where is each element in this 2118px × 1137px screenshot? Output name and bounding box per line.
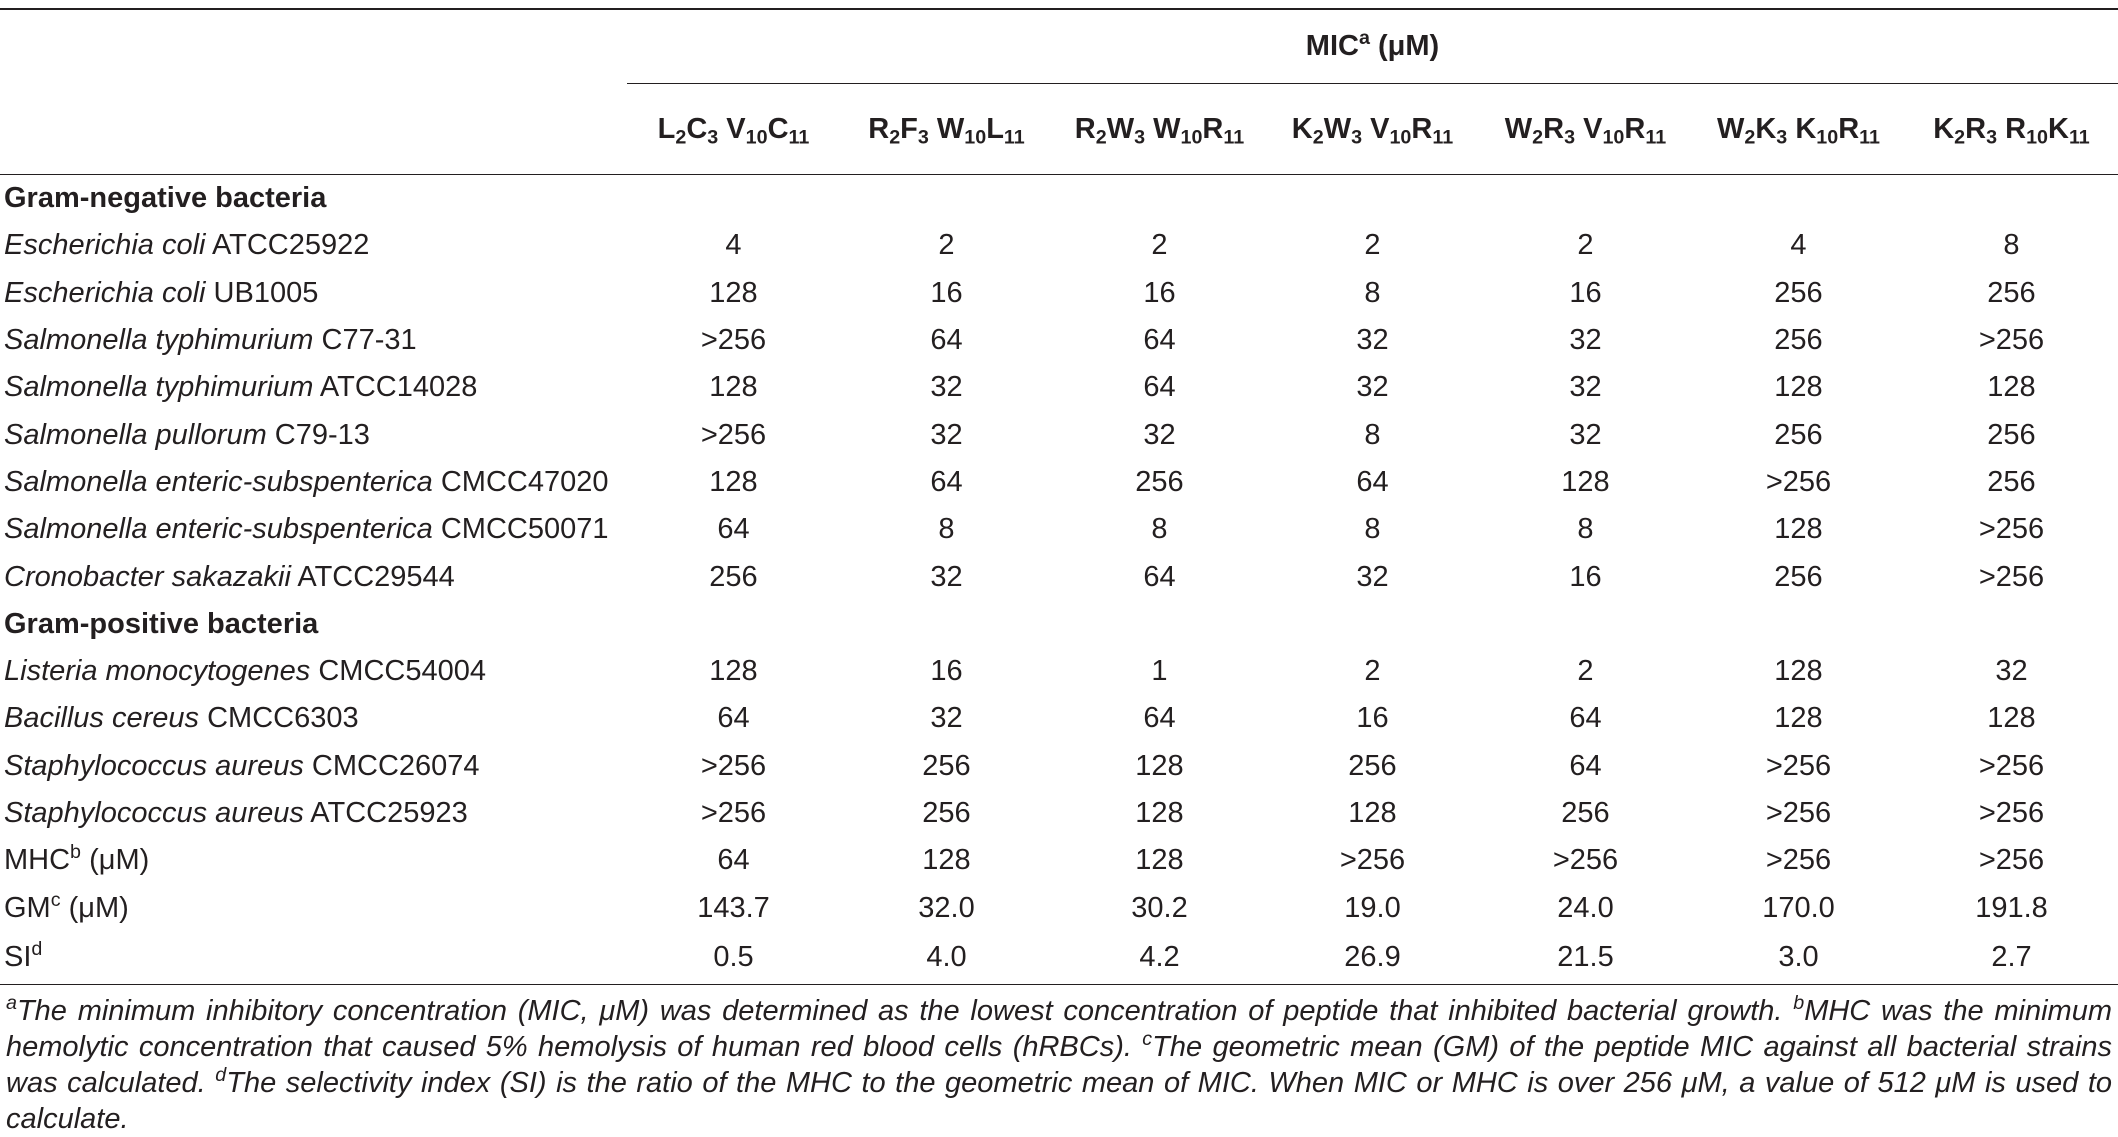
strain-id: C77-31 [313, 324, 417, 357]
mic-value: 8 [1364, 276, 1381, 309]
residue-position: 10 [1602, 126, 1625, 149]
mic-value: 64 [1143, 371, 1176, 404]
footnote-marker: a [6, 992, 17, 1015]
mic-group-header: MIC$^a$ (μM) [627, 10, 2118, 84]
summary-value: 32.0 [918, 891, 975, 924]
peptide-residue: L [986, 112, 1004, 145]
column-header-peptide [1053, 84, 1266, 175]
residue-position: 3 [1986, 126, 1998, 149]
table-row [0, 364, 2118, 411]
peptide-residue: R [1624, 112, 1646, 145]
residue-position: 2 [1312, 126, 1324, 149]
strain-id: ATCC29544 [290, 560, 455, 593]
peptide-residue: V [1575, 112, 1603, 145]
mic-value: 64 [1143, 560, 1176, 593]
species-name: Salmonella pullorum [4, 418, 267, 451]
footnote-marker: d [215, 1064, 227, 1087]
peptide-residue: W [1106, 112, 1135, 145]
mic-value: 128 [1774, 702, 1823, 735]
mic-value: 16 [1569, 560, 1602, 593]
strain-label [0, 364, 627, 411]
mic-value: 8 [1577, 513, 1594, 546]
peptide-residue: W [928, 112, 965, 145]
mic-value: 256 [1774, 324, 1823, 357]
footnote-marker: c [50, 888, 61, 911]
footnote-marker: b [70, 841, 82, 864]
mic-value: 128 [1987, 702, 2036, 735]
residue-position: 2 [889, 126, 901, 149]
table-footnote [6, 993, 2112, 1137]
mic-value: 64 [1356, 465, 1389, 498]
residue-position: 3 [1351, 126, 1363, 149]
mic-value: 128 [1774, 371, 1823, 404]
residue-position: 2 [1954, 126, 1966, 149]
residue-position: 10 [1389, 126, 1412, 149]
mic-value: >256 [1978, 797, 2045, 829]
mic-value: >256 [1765, 749, 1832, 782]
strain-id: CMCC47020 [432, 465, 609, 498]
summary-label [0, 932, 627, 985]
footnote-text: MHC was the minimum hemolytic concentration that caused 5% hemolysis of human red blood cells (hRBCs). [6, 995, 2112, 1063]
column-header-peptide [627, 84, 840, 175]
residue-position: 3 [1564, 126, 1576, 149]
mic-value: >256 [1978, 560, 2045, 593]
species-name: Staphylococcus aureus [4, 749, 304, 782]
mic-value: >256 [700, 418, 767, 451]
peptide-residue: R [1838, 112, 1860, 145]
corner-cell [0, 10, 627, 84]
mic-value: >256 [700, 749, 767, 782]
peptide-residue: R [1202, 112, 1224, 145]
strain-label [0, 506, 627, 553]
mic-value: 8 [1151, 513, 1168, 546]
strain-label [0, 459, 627, 506]
mic-value: 16 [1143, 276, 1176, 309]
mic-value: 64 [930, 324, 963, 357]
summary-value: 26.9 [1266, 932, 1479, 985]
mic-value: 256 [1774, 418, 1823, 451]
summary-value: 21.5 [1479, 932, 1692, 985]
mic-value: 256 [922, 749, 971, 782]
strain-id: CMCC6303 [199, 702, 359, 735]
peptide-residue: K [2047, 112, 2069, 145]
mic-value: 128 [709, 276, 758, 309]
mic-value: >256 [1978, 513, 2045, 546]
mic-value: 32 [1143, 418, 1176, 451]
footnote-marker: b [1793, 992, 1805, 1015]
strain-id: UB1005 [205, 276, 319, 309]
peptide-residue: L [657, 112, 676, 145]
residue-position: 11 [1223, 126, 1245, 149]
group-row [0, 601, 2118, 648]
residue-position: 3 [1776, 126, 1788, 149]
table-row [0, 222, 2118, 269]
residue-position: 3 [707, 126, 719, 149]
species-name: Salmonella typhimurium [4, 324, 314, 357]
mic-value: 256 [1348, 749, 1397, 782]
footnote-text: The minimum inhibitory concentration (MIC, μM) was determined as the lowest concentration of peptide that inhibited bacterial growth. [16, 995, 1794, 1027]
summary-row [0, 837, 2118, 884]
table-row [0, 695, 2118, 742]
species-name: Salmonella enteric-subspenterica [4, 513, 433, 546]
species-name: Escherichia coli [4, 229, 206, 262]
mic-value: 64 [1569, 702, 1602, 735]
mic-value: 128 [1987, 371, 2036, 404]
mic-value: 128 [709, 655, 758, 688]
group-title: Gram-negative bacteria [4, 182, 327, 215]
strain-id: CMCC26074 [303, 749, 480, 782]
mic-value: 1 [1151, 655, 1168, 688]
mic-value: 8 [1364, 418, 1381, 451]
residue-position: 3 [1134, 126, 1146, 149]
summary-value: 128 [1135, 844, 1184, 877]
residue-position: 3 [917, 126, 929, 149]
peptide-residue: K [1787, 112, 1817, 145]
row-label-header [0, 84, 627, 175]
mic-value: 128 [1561, 465, 1610, 498]
mic-value: 64 [717, 513, 750, 546]
mic-value: 8 [938, 513, 955, 546]
summary-value: >256 [1765, 844, 1832, 877]
mic-value: 256 [1135, 465, 1184, 498]
summary-unit: (μM) [81, 844, 150, 877]
residue-position: 11 [2068, 126, 2090, 149]
summary-value: 191.8 [1975, 891, 2048, 924]
strain-label [0, 648, 627, 695]
species-name: Salmonella enteric-subspenterica [4, 465, 433, 498]
peptide-residue: F [900, 112, 918, 145]
summary-row [0, 932, 2118, 985]
column-header-peptide [1905, 84, 2118, 175]
mic-value: 2 [1577, 655, 1594, 688]
peptide-residue: R [1965, 112, 1987, 145]
summary-name: GM [4, 891, 51, 924]
strain-id: ATCC14028 [313, 371, 478, 404]
strain-id: C79-13 [266, 418, 370, 451]
mic-value: >256 [700, 324, 767, 357]
group-row [0, 175, 2118, 223]
mic-value: 32 [1356, 324, 1389, 357]
species-name: Cronobacter sakazakii [4, 560, 291, 593]
summary-name: MHC [4, 844, 71, 877]
summary-label [0, 837, 627, 884]
residue-position: 11 [1645, 126, 1667, 149]
mic-value: 256 [1987, 418, 2036, 451]
mic-value: 64 [1143, 324, 1176, 357]
mic-value: >256 [1978, 324, 2045, 357]
mic-value: 32 [1356, 371, 1389, 404]
residue-position: 10 [964, 126, 987, 149]
peptide-residue: K [1291, 112, 1313, 145]
mic-value: >256 [1978, 749, 2045, 782]
summary-value: 24.0 [1557, 891, 1614, 924]
column-header-peptide [1479, 84, 1692, 175]
table-row [0, 270, 2118, 317]
footnote-text: The selectivity index (SI) is the ratio of the MHC to the geometric mean of MIC. When MIC or MHC is over 256 μM, a value of 512 μM is used to calculate. [6, 1067, 2113, 1135]
mic-value: 64 [930, 465, 963, 498]
mic-value: 32 [930, 371, 963, 404]
table-row [0, 317, 2118, 364]
table-row [0, 506, 2118, 553]
table-row [0, 648, 2118, 695]
summary-value: 0.5 [627, 932, 840, 985]
table-row [0, 411, 2118, 458]
peptide-residue: R [1074, 112, 1096, 145]
table-row [0, 790, 2118, 837]
mic-value: 256 [1987, 465, 2036, 498]
mic-value: 256 [922, 797, 971, 829]
strain-id: CMCC54004 [310, 655, 486, 688]
strain-label [0, 695, 627, 742]
species-name: Escherichia coli [4, 276, 206, 309]
mic-value: 128 [1348, 797, 1397, 829]
mic-value: 32 [1569, 371, 1602, 404]
peptide-residue: C [686, 112, 708, 145]
footnote-marker: c [1142, 1028, 1153, 1051]
mic-value: >256 [700, 797, 767, 829]
species-name: Listeria monocytogenes [4, 655, 311, 688]
footnote-text: The geometric mean (GM) of the peptide MIC against all bacterial strains was calculated. [6, 1031, 2113, 1099]
mic-value: 32 [930, 560, 963, 593]
mic-value: 16 [1569, 276, 1602, 309]
species-name: Bacillus cereus [4, 702, 200, 735]
mic-value: 256 [1987, 276, 2036, 309]
mic-value: 32 [930, 702, 963, 735]
summary-value: 30.2 [1131, 891, 1188, 924]
residue-position: 10 [745, 126, 768, 149]
peptide-residue: V [1362, 112, 1390, 145]
summary-row [0, 884, 2118, 931]
summary-unit: (μM) [60, 891, 129, 924]
mic-value: 128 [1774, 655, 1823, 688]
species-name: Salmonella typhimurium [4, 371, 314, 404]
mic-value: >256 [1765, 465, 1832, 498]
mic-value: 2 [938, 229, 955, 262]
residue-position: 2 [1095, 126, 1107, 149]
table-row [0, 743, 2118, 790]
summary-value: 3.0 [1692, 932, 1905, 985]
summary-value: 19.0 [1344, 891, 1401, 924]
peptide-residue: W [1717, 112, 1745, 145]
strain-label [0, 790, 627, 837]
mic-value: 32 [1356, 560, 1389, 593]
peptide-residue: R [1411, 112, 1433, 145]
mic-value: 32 [1569, 324, 1602, 357]
column-header-peptide [840, 84, 1053, 175]
mic-value: 2 [1151, 229, 1168, 262]
strain-id: CMCC50071 [432, 513, 609, 546]
residue-position: 10 [1180, 126, 1203, 149]
footnote-marker: d [31, 938, 43, 961]
mic-value: 16 [1356, 702, 1389, 735]
species-name: Staphylococcus aureus [4, 797, 304, 829]
residue-position: 2 [675, 126, 687, 149]
mic-value: 64 [717, 702, 750, 735]
mic-value: 128 [709, 371, 758, 404]
residue-position: 11 [788, 126, 810, 149]
mic-value: 8 [1364, 513, 1381, 546]
group-title: Gram-positive bacteria [4, 607, 319, 640]
strain-label [0, 222, 627, 269]
mic-value: 256 [709, 560, 758, 593]
peptide-residue: K [1755, 112, 1777, 145]
summary-value: 170.0 [1762, 891, 1835, 924]
summary-value: 143.7 [697, 891, 770, 924]
mic-value: 256 [1561, 797, 1610, 829]
column-header-peptide [1692, 84, 1905, 175]
mic-value: 16 [930, 276, 963, 309]
mic-value: 64 [1569, 749, 1602, 782]
residue-position: 11 [1003, 126, 1025, 149]
strain-label [0, 553, 627, 600]
peptide-residue: K [1933, 112, 1955, 145]
summary-value: 4.0 [840, 932, 1053, 985]
mic-value: 16 [930, 655, 963, 688]
summary-value: 2.7 [1905, 932, 2118, 985]
strain-label [0, 317, 627, 364]
summary-value: 4.2 [1053, 932, 1266, 985]
strain-id: ATCC25922 [205, 229, 370, 262]
table-row [0, 553, 2118, 600]
strain-label [0, 411, 627, 458]
summary-value: >256 [1552, 844, 1619, 877]
mic-value: 2 [1364, 655, 1381, 688]
peptide-residue: W [1504, 112, 1533, 145]
residue-position: 11 [1432, 126, 1454, 149]
summary-value: 128 [922, 844, 971, 877]
mic-value: 32 [1569, 418, 1602, 451]
peptide-residue: W [1323, 112, 1352, 145]
table-row [0, 459, 2118, 506]
summary-label [0, 884, 627, 931]
peptide-residue: W [1145, 112, 1181, 145]
mic-value: 128 [1774, 513, 1823, 546]
mic-value: 128 [1135, 797, 1184, 829]
mic-value: 2 [1577, 229, 1594, 262]
residue-position: 10 [2026, 126, 2048, 149]
mic-value: 4 [725, 229, 742, 262]
mic-value: 256 [1774, 276, 1823, 309]
mic-value: 64 [1143, 702, 1176, 735]
mic-value: 4 [1790, 229, 1807, 262]
peptide-residue: V [718, 112, 746, 145]
residue-position: 2 [1744, 126, 1756, 149]
peptide-residue: C [767, 112, 789, 145]
peptide-residue: R [868, 112, 890, 145]
mic-table [0, 8, 2118, 985]
mic-value: 128 [1135, 749, 1184, 782]
residue-position: 11 [1859, 126, 1880, 149]
mic-value: >256 [1765, 797, 1832, 829]
mic-value: 8 [2003, 229, 2020, 262]
strain-label [0, 743, 627, 790]
residue-position: 10 [1816, 126, 1839, 149]
column-header-peptide [1266, 84, 1479, 175]
peptide-residue: R [1543, 112, 1565, 145]
mic-value: 2 [1364, 229, 1381, 262]
residue-position: 2 [1532, 126, 1544, 149]
mic-value: 32 [1995, 655, 2028, 688]
strain-label [0, 270, 627, 317]
mic-value: 32 [930, 418, 963, 451]
summary-name: SI [4, 941, 32, 974]
summary-value: >256 [1339, 844, 1406, 877]
mic-value: 128 [709, 465, 758, 498]
summary-value: >256 [1978, 844, 2045, 877]
mic-value: 256 [1774, 560, 1823, 593]
summary-value: 64 [717, 844, 750, 877]
strain-id: ATCC25923 [303, 797, 468, 829]
peptide-residue: R [1997, 112, 2027, 145]
